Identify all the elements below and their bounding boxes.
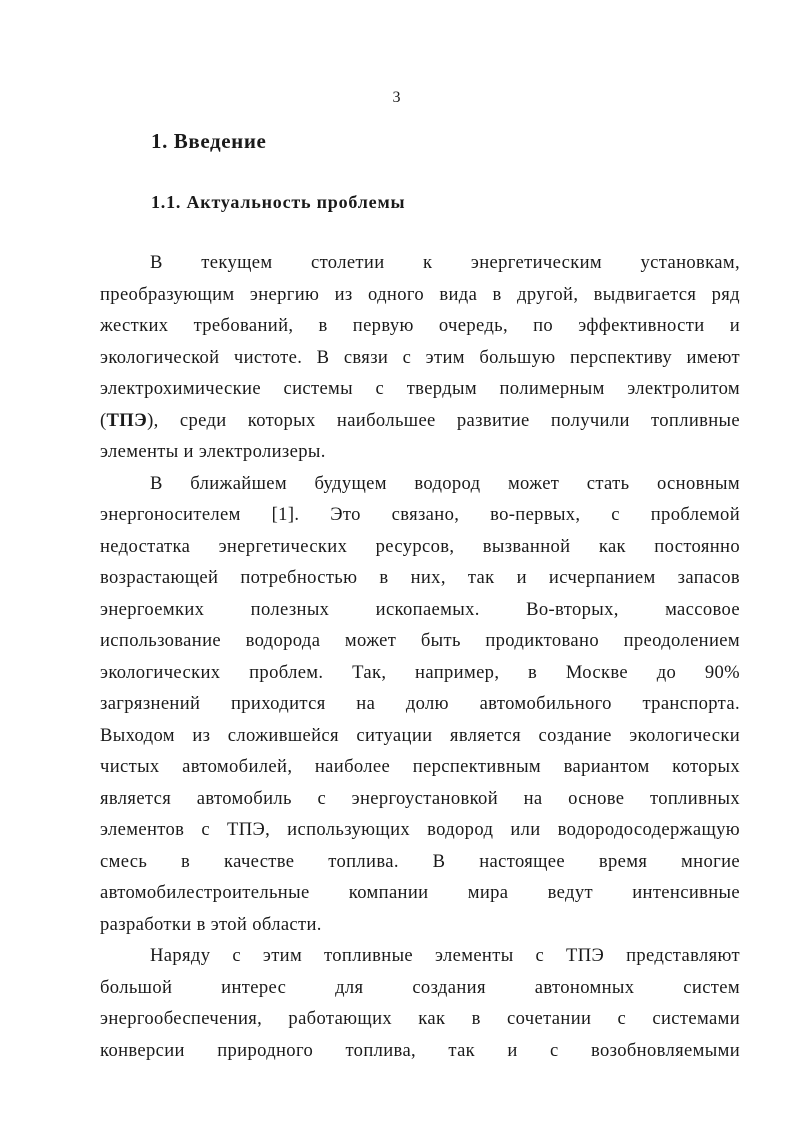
body-text (100, 247, 740, 1066)
text-line: разработки в этой области. (100, 913, 322, 935)
text-line: энергообеспечения, работающих как в сочетании с системами (100, 1008, 740, 1029)
page-number: 3 (392, 89, 401, 106)
text-line: экологических проблем. Так, например, в Москве до 90% (100, 661, 740, 683)
text-line: Наряду с этим топливные элементы с ТПЭ представляют (150, 945, 740, 966)
text-line: Выходом из сложившейся ситуации является создание экологически (100, 724, 740, 746)
paragraph-3 (100, 940, 740, 1066)
text-line: энергоемких полезных ископаемых. Во-вторых, массовое (100, 598, 740, 620)
text-line: элементы и электролизеры. (100, 441, 326, 462)
text-line: использование водорода может быть продиктовано преодолением (100, 630, 740, 651)
text-line: возрастающей потребностью в них, так и исчерпанием запасов (100, 567, 740, 588)
text-line: электрохимические системы с твердым полимерным электролитом (100, 378, 740, 399)
text-line: автомобилестроительные компании мира ведут интенсивные (100, 882, 740, 903)
abbreviation-tpe: ТПЭ (106, 409, 148, 431)
text-line: (ТПЭ), среди которых наибольшее развитие получили топливные (100, 409, 740, 431)
text-line: В ближайшем будущем водород может стать основным (150, 472, 740, 494)
text-line: элементов с ТПЭ, использующих водород или водородосодержащую (100, 819, 740, 840)
text-line: экологической чистоте. В связи с этим большую перспективу имеют (100, 346, 740, 368)
text-line: энергоносителем [1]. Это связано, во-первых, с проблемой (100, 504, 740, 525)
text-line: В текущем столетии к энергетическим установкам, (150, 252, 740, 273)
text-line: загрязнений приходится на долю автомобильного транспорта. (100, 693, 740, 714)
text-line: большой интерес для создания автономных систем (100, 976, 740, 998)
subsection-title: 1.1. Актуальность проблемы (151, 192, 406, 212)
text-line: преобразующим энергию из одного вида в другой, выдвигается ряд (100, 283, 740, 305)
paragraph-2 (100, 468, 740, 941)
text-line: конверсии природного топлива, так и с возобновляемыми (100, 1039, 740, 1061)
text-line: недостатка энергетических ресурсов, вызванной как постоянно (100, 535, 740, 557)
text-line: жестких требований, в первую очередь, по эффективности и (100, 315, 740, 336)
section-title: 1. Введение (151, 129, 267, 153)
text-line: смесь в качестве топлива. В настоящее время многие (100, 850, 740, 872)
text-line: является автомобиль с энергоустановкой на основе топливных (100, 787, 740, 809)
paragraph-1 (100, 247, 740, 468)
text-line: чистых автомобилей, наиболее перспективным вариантом которых (100, 756, 740, 777)
